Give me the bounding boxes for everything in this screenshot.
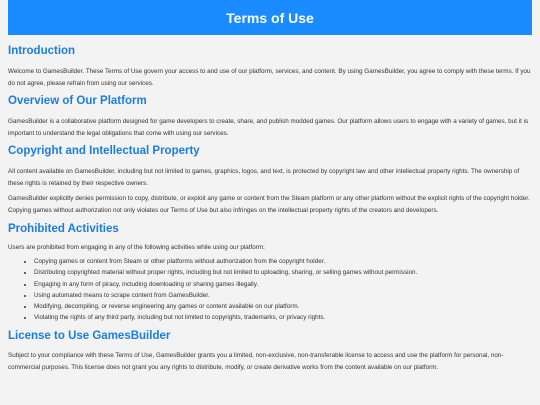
section-heading-overview: Overview of Our Platform <box>8 95 147 107</box>
list-item: • Copying games or content from Steam or other platforms without authorization from the copyright holder. <box>34 256 532 267</box>
section-heading-copyright: Copyright and Intellectual Property <box>8 145 200 157</box>
list-item: • Modifying, decompiling, or reverse engineering any games or content available on our platform. <box>34 301 532 312</box>
prohibited-activities-list <box>8 256 532 324</box>
overview-paragraph: GamesBuilder is a collaborative platform designed for game developers to create, share, and publish modded games. Our platform allows users to engage with a variety of games, but it is important to understand the legal obligations that come with using our services. <box>8 118 529 137</box>
list-item: • Violating the rights of any third party, including but not limited to copyrights, trademarks, or privacy rights. <box>34 312 532 323</box>
prohibited-intro-paragraph: Users are prohibited from engaging in any of the following activities while using our platform: <box>8 244 265 251</box>
section-heading-license: License to Use GamesBuilder <box>8 329 171 342</box>
section-heading-prohibited: Prohibited Activities <box>8 223 119 235</box>
list-item: • Distributing copyrighted material without proper rights, including but not limited to uploading, sharing, or selling games without permission. <box>34 267 532 278</box>
page-title: Terms of Use <box>226 9 314 26</box>
list-item: • Engaging in any form of piracy, including downloading or sharing games illegally. <box>34 279 532 290</box>
list-item: • Using automated means to scrape content from GamesBuilder. <box>34 290 532 301</box>
page-header <box>8 0 532 35</box>
section-heading-introduction: Introduction <box>8 45 76 57</box>
copyright-paragraph-1: All content available on GamesBuilder, including but not limited to games, graphics, logos, and text, is protected by copyright law and other intellectual property rights. The ownership of these rights is retained by their respective owners. <box>8 168 520 187</box>
license-paragraph: Subject to your compliance with these Terms of Use, GamesBuilder grants you a limited, non-exclusive, non-transferable license to access and use the platform for personal, non-commercial purposes. This license does not grant you any rights to distribute, modify, or create derivative works from the content available on our platform. <box>8 351 504 371</box>
terms-content <box>0 45 540 374</box>
introduction-paragraph: Welcome to GamesBuilder. These Terms of Use govern your access to and use of our platform, services, and content. By using GamesBuilder, you agree to comply with these terms. If you do not agree, please refrain from using our services. <box>8 68 531 87</box>
copyright-paragraph-2: GamesBuilder explicitly denies permission to copy, distribute, or exploit any game or content from the Steam platform or any other platform without the explicit rights of the copyright holder. Copying games without authorization not only violates our Terms of Use but also infringes on the intellectual property rights of the creators and developers. <box>8 195 530 214</box>
